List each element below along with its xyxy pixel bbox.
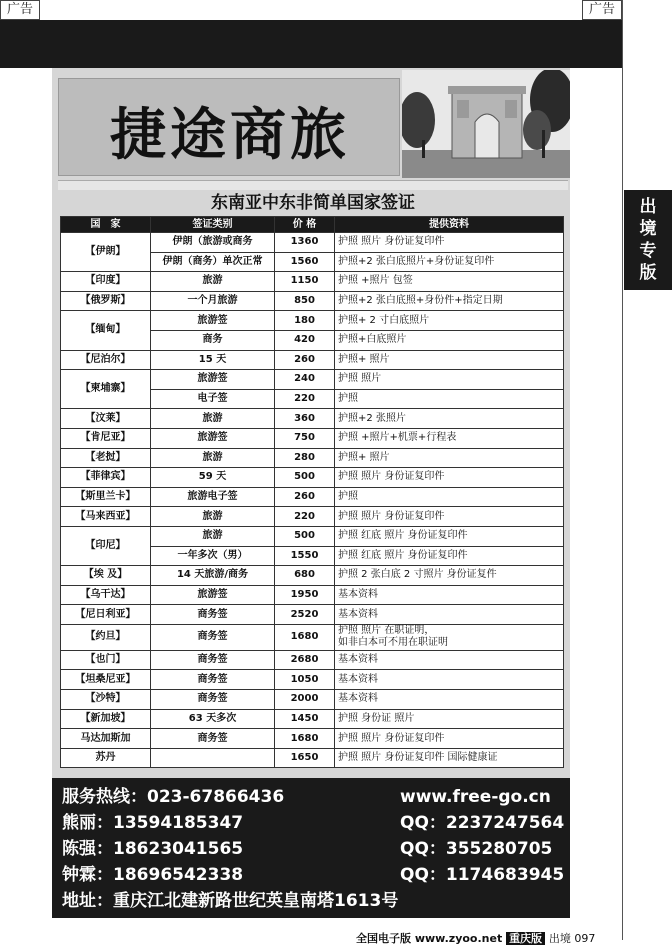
cell-visa-type: 商务 (151, 330, 275, 350)
cell-documents (335, 350, 564, 370)
cell-visa-type: 一年多次（男） (151, 546, 275, 566)
documents-line: 护照 红底 照片 身份证复印件 (338, 530, 468, 542)
cell-visa-type: 旅游 (151, 448, 275, 468)
cell-price: 1150 (275, 272, 335, 292)
cell-documents (335, 330, 564, 350)
cell-visa-type: 旅游 (151, 272, 275, 292)
cell-visa-type: 旅游签 (151, 311, 275, 331)
documents-line: 基本资料 (338, 693, 378, 705)
table-row (61, 650, 564, 670)
documents-line: 护照 照片 (338, 373, 382, 385)
arc-de-triomphe-photo (402, 70, 570, 178)
page-number: 出境 097 (548, 932, 596, 945)
cell-country: 【印尼】 (61, 526, 151, 565)
cell-visa-type: 商务签 (151, 670, 275, 690)
cell-documents (335, 468, 564, 488)
table-row (61, 272, 564, 292)
cell-documents (335, 650, 564, 670)
cell-country: 【约旦】 (61, 624, 151, 650)
documents-line: 护照+白底照片 (338, 334, 407, 346)
cell-price: 1680 (275, 729, 335, 749)
cell-visa-type: 旅游 (151, 526, 275, 546)
table-row (61, 350, 564, 370)
documents-line: 基本资料 (338, 608, 378, 620)
section-tab-char: 专 (639, 241, 657, 261)
cell-documents (335, 624, 564, 650)
documents-line: 护照 +照片+机票+行程表 (338, 432, 457, 444)
documents-line: 如非白本可不用在职证明 (338, 637, 448, 649)
cell-country: 【沙特】 (61, 690, 151, 710)
cell-documents (335, 428, 564, 448)
cell-visa-type: 电子签 (151, 389, 275, 409)
cell-price: 500 (275, 468, 335, 488)
table-row (61, 507, 564, 527)
cell-country: 【老挝】 (61, 448, 151, 468)
contact-qq: QQ：355280705 (400, 839, 553, 859)
top-black-bar (0, 20, 622, 68)
documents-line: 护照 +照片 包签 (338, 275, 413, 287)
cell-documents (335, 389, 564, 409)
cell-visa-type: 商务签 (151, 605, 275, 625)
cell-country: 【新加坡】 (61, 709, 151, 729)
cell-documents (335, 448, 564, 468)
cell-country: 【印度】 (61, 272, 151, 292)
visa-table (60, 216, 564, 768)
cell-price: 1650 (275, 748, 335, 768)
documents-line: 护照 照片 身份证复印件 (338, 510, 445, 522)
cell-visa-type (151, 748, 275, 768)
cell-country: 【汶莱】 (61, 409, 151, 429)
website-link[interactable]: www.free-go.cn (400, 787, 551, 807)
brand-box (58, 78, 400, 176)
cell-price: 240 (275, 370, 335, 390)
cell-country: 【也门】 (61, 650, 151, 670)
documents-line: 护照 照片 身份证复印件 国际健康证 (338, 752, 498, 764)
cell-visa-type: 旅游签 (151, 428, 275, 448)
separator-bar (58, 180, 568, 190)
table-row (61, 670, 564, 690)
header-type: 签证类别 (151, 217, 275, 233)
page-divider (622, 0, 623, 940)
cell-price: 680 (275, 566, 335, 586)
documents-line: 基本资料 (338, 654, 378, 666)
address: 地址：重庆江北建新路世纪英皇南塔1613号 (62, 891, 399, 911)
documents-line: 护照+ 2 寸白底照片 (338, 314, 430, 326)
cell-price: 850 (275, 291, 335, 311)
contact-qq: QQ：1174683945 (400, 865, 565, 885)
cell-documents (335, 233, 564, 253)
cell-price: 1450 (275, 709, 335, 729)
ad-label-left: 广告 (0, 0, 40, 20)
table-row (61, 370, 564, 390)
cell-price: 220 (275, 389, 335, 409)
cell-country: 【尼泊尔】 (61, 350, 151, 370)
cell-country: 【斯里兰卡】 (61, 487, 151, 507)
cell-documents (335, 291, 564, 311)
header-docs: 提供资料 (335, 217, 564, 233)
cell-price: 2000 (275, 690, 335, 710)
brand-title: 捷途商旅 (110, 102, 350, 168)
cell-documents (335, 729, 564, 749)
cell-price: 180 (275, 311, 335, 331)
cell-visa-type: 伊朗（商务）单次正常 (151, 252, 275, 272)
cell-visa-type: 15 天 (151, 350, 275, 370)
documents-line: 护照+2 张白底照片+身份证复印件 (338, 255, 495, 267)
documents-line: 护照 身份证 照片 (338, 712, 415, 724)
table-row (61, 748, 564, 768)
cell-price: 360 (275, 409, 335, 429)
table-row (61, 526, 564, 546)
cell-visa-type: 一个月旅游 (151, 291, 275, 311)
cell-price: 1050 (275, 670, 335, 690)
cell-documents (335, 670, 564, 690)
table-row (61, 448, 564, 468)
cell-price: 500 (275, 526, 335, 546)
documents-line: 护照+2 张照片 (338, 412, 406, 424)
table-row (61, 291, 564, 311)
cell-documents (335, 709, 564, 729)
cell-documents (335, 546, 564, 566)
documents-line: 护照 (338, 393, 358, 405)
cell-price: 1550 (275, 546, 335, 566)
cell-country: 【埃 及】 (61, 566, 151, 586)
cell-price: 280 (275, 448, 335, 468)
cell-price: 750 (275, 428, 335, 448)
cell-visa-type: 旅游 (151, 409, 275, 429)
documents-line: 基本资料 (338, 673, 378, 685)
cell-country: 【伊朗】 (61, 233, 151, 272)
cell-documents (335, 585, 564, 605)
header-country: 国 家 (61, 217, 151, 233)
cell-visa-type: 旅游 (151, 507, 275, 527)
cell-price: 1360 (275, 233, 335, 253)
documents-line: 护照 照片 身份证复印件 (338, 236, 445, 248)
cell-country: 苏丹 (61, 748, 151, 768)
cell-price: 260 (275, 487, 335, 507)
table-row (61, 428, 564, 448)
documents-line: 护照 2 张白底 2 寸照片 身份证复件 (338, 569, 497, 581)
documents-line: 护照 (338, 491, 358, 503)
section-tab-char: 出 (639, 197, 657, 217)
hotline: 服务热线：023-67866436 (62, 787, 285, 807)
documents-line: 护照 照片 身份证复印件 (338, 732, 445, 744)
cell-visa-type: 旅游签 (151, 585, 275, 605)
table-title: 东南亚中东非简单国家签证 (211, 193, 415, 213)
cell-documents (335, 566, 564, 586)
cell-visa-type: 商务签 (151, 650, 275, 670)
cell-visa-type: 旅游电子签 (151, 487, 275, 507)
table-row (61, 409, 564, 429)
cell-documents (335, 272, 564, 292)
cell-country: 马达加斯加 (61, 729, 151, 749)
cell-visa-type: 商务签 (151, 690, 275, 710)
cell-price: 1950 (275, 585, 335, 605)
table-row (61, 233, 564, 253)
cell-visa-type: 63 天多次 (151, 709, 275, 729)
cell-country: 【坦桑尼亚】 (61, 670, 151, 690)
cell-price: 260 (275, 350, 335, 370)
documents-line: 护照 照片 在职证明， (338, 625, 435, 637)
cell-price: 1560 (275, 252, 335, 272)
cell-visa-type: 旅游签 (151, 370, 275, 390)
documents-line: 护照 红底 照片 身份证复印件 (338, 549, 468, 561)
cell-visa-type: 伊朗（旅游或商务 (151, 233, 275, 253)
cell-country: 【马来西亚】 (61, 507, 151, 527)
ad-label-right: 广告 (582, 0, 622, 20)
contact-person: 熊丽：13594185347 (62, 813, 244, 833)
table-row (61, 468, 564, 488)
cell-price: 1680 (275, 624, 335, 650)
cell-country: 【乌干达】 (61, 585, 151, 605)
cell-documents (335, 605, 564, 625)
footer-site: 全国电子版 www.zyoo.net (356, 932, 503, 945)
cell-country: 【肯尼亚】 (61, 428, 151, 448)
contact-person: 钟霖：18696542338 (62, 865, 244, 885)
cell-documents (335, 487, 564, 507)
cell-documents (335, 748, 564, 768)
table-row (61, 566, 564, 586)
cell-visa-type: 商务签 (151, 624, 275, 650)
cell-price: 420 (275, 330, 335, 350)
cell-documents (335, 370, 564, 390)
cell-price: 220 (275, 507, 335, 527)
table-row (61, 311, 564, 331)
header-price: 价 格 (275, 217, 335, 233)
table-row (61, 487, 564, 507)
table-row (61, 709, 564, 729)
cell-price: 2520 (275, 605, 335, 625)
cell-visa-type: 商务签 (151, 729, 275, 749)
documents-line: 护照 照片 身份证复印件 (338, 471, 445, 483)
contact-person: 陈强：18623041565 (62, 839, 244, 859)
cell-documents (335, 311, 564, 331)
cell-documents (335, 252, 564, 272)
cell-visa-type: 14 天旅游/商务 (151, 566, 275, 586)
table-header-row (61, 217, 564, 233)
cell-price: 2680 (275, 650, 335, 670)
page-footer (356, 930, 595, 948)
documents-line: 护照+ 照片 (338, 353, 390, 365)
table-row (61, 624, 564, 650)
documents-line: 护照+ 照片 (338, 451, 390, 463)
contact-qq: QQ：2237247564 (400, 813, 565, 833)
edition-badge: 重庆版 (506, 932, 545, 945)
table-row (61, 585, 564, 605)
cell-documents (335, 690, 564, 710)
section-tab (624, 190, 672, 290)
table-row (61, 729, 564, 749)
cell-documents (335, 507, 564, 527)
cell-documents (335, 526, 564, 546)
cell-visa-type: 59 天 (151, 468, 275, 488)
cell-country: 【俄罗斯】 (61, 291, 151, 311)
section-tab-char: 版 (639, 263, 657, 283)
cell-country: 【缅甸】 (61, 311, 151, 350)
table-row (61, 690, 564, 710)
contact-panel (52, 778, 570, 918)
cell-country: 【尼日利亚】 (61, 605, 151, 625)
cell-documents (335, 409, 564, 429)
cell-country: 【菲律宾】 (61, 468, 151, 488)
table-row (61, 605, 564, 625)
section-tab-char: 境 (639, 219, 657, 239)
documents-line: 护照+2 张白底照+身份件+指定日期 (338, 295, 503, 307)
documents-line: 基本资料 (338, 588, 378, 600)
cell-country: 【柬埔寨】 (61, 370, 151, 409)
